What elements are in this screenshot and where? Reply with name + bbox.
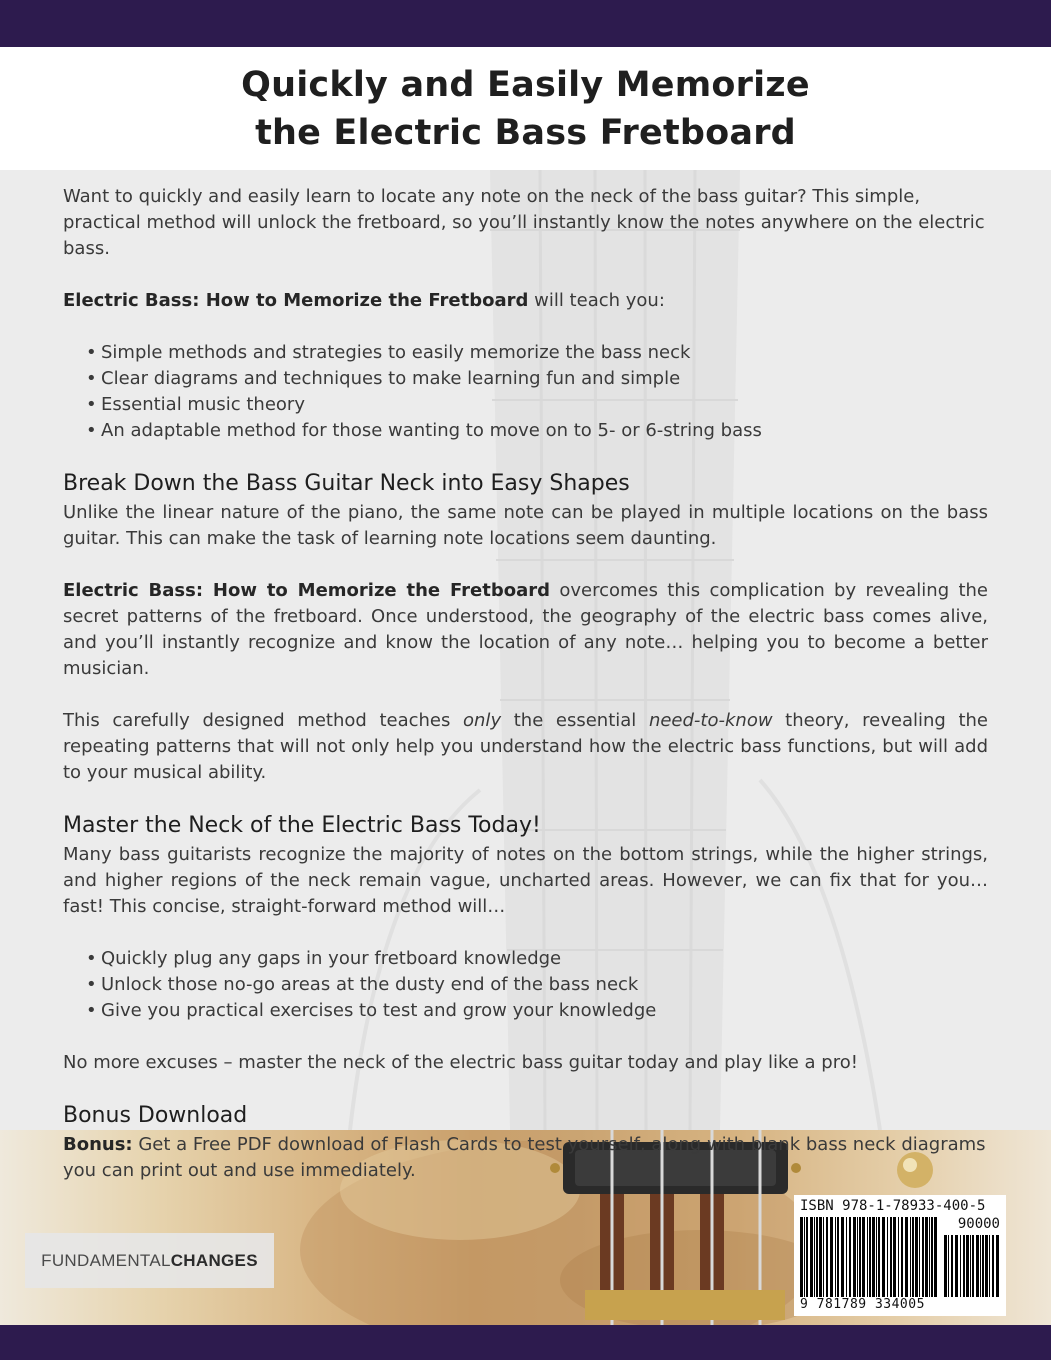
list-item: • Simple methods and strategies to easily memorize the bass neck bbox=[101, 340, 988, 366]
list-item: • Unlock those no-go areas at the dusty end of the bass neck bbox=[101, 972, 988, 998]
outcomes-list bbox=[63, 946, 988, 1024]
bonus-paragraph bbox=[63, 1132, 988, 1184]
paragraph bbox=[63, 708, 988, 786]
title-line-2: the Electric Bass Fretboard bbox=[255, 112, 796, 153]
section-heading: Bonus Download bbox=[63, 1103, 248, 1128]
book-title-inline: Electric Bass: How to Memorize the Fretboard bbox=[63, 580, 550, 601]
price-code: 90000 bbox=[957, 1216, 1000, 1232]
list-item: • Give you practical exercises to test and grow your knowledge bbox=[101, 998, 988, 1024]
main-content bbox=[63, 184, 988, 1184]
para3-text-b: the essential bbox=[501, 710, 649, 731]
benefits-list bbox=[63, 340, 988, 444]
barcode-bars bbox=[800, 1217, 940, 1297]
isbn-text: ISBN 978-1-78933-400-5 bbox=[800, 1198, 986, 1214]
list-item: • Clear diagrams and techniques to make learning fun and simple bbox=[101, 366, 988, 392]
para3-emphasis-only: only bbox=[463, 710, 502, 731]
paragraph: Unlike the linear nature of the piano, the same note can be played in multiple locations on the bass guitar. This can make the task of learning note locations seem daunting. bbox=[63, 502, 988, 549]
isbn-barcode bbox=[794, 1195, 1006, 1316]
list-item: • An adaptable method for those wanting to move on to 5- or 6-string bass bbox=[101, 418, 988, 444]
section-heading: Break Down the Bass Guitar Neck into Easy Shapes bbox=[63, 471, 630, 496]
bottom-purple-band bbox=[0, 1325, 1051, 1360]
barcode-digits: 9 781789 334005 bbox=[800, 1297, 925, 1312]
title-line-1: Quickly and Easily Memorize bbox=[241, 64, 810, 105]
paragraph: No more excuses – master the neck of the electric bass guitar today and play like a pro! bbox=[63, 1052, 858, 1073]
bonus-label: Bonus: bbox=[63, 1134, 133, 1155]
logo-text-part2: CHANGES bbox=[170, 1250, 258, 1270]
teach-line bbox=[63, 288, 988, 314]
teach-rest: will teach you: bbox=[528, 290, 665, 311]
price-barcode-bars bbox=[944, 1235, 1000, 1297]
list-item: • Quickly plug any gaps in your fretboard knowledge bbox=[101, 946, 988, 972]
para3-text-c: theory, revealing the repeating patterns that will not only help you understand how the electric bass functions, but will add to your musical ability. bbox=[63, 710, 988, 783]
bonus-text: Get a Free PDF download of Flash Cards to test yourself, along with blank bass neck diagrams you can print out and use immediately. bbox=[63, 1134, 986, 1181]
paragraph: Many bass guitarists recognize the majority of notes on the bottom strings, while the higher strings, and higher regions of the neck remain vague, uncharted areas. However, we can fix that for you… fast! This concise, straight-forward method will… bbox=[63, 844, 988, 917]
para3-text-a: This carefully designed method teaches bbox=[63, 710, 464, 731]
paragraph bbox=[63, 578, 988, 682]
book-title-inline: Electric Bass: How to Memorize the Fretboard bbox=[63, 290, 529, 311]
para2-rest: overcomes this complication by revealing the secret patterns of the fretboard. Once understood, the geography of the electric bass comes alive, and you’ll instantly recognize and know the location of any note… helping you to become a better musician. bbox=[63, 580, 988, 679]
logo-text-part1: FUNDAMENTAL bbox=[41, 1250, 171, 1270]
section-heading: Master the Neck of the Electric Bass Today! bbox=[63, 813, 541, 838]
intro-paragraph: Want to quickly and easily learn to locate any note on the neck of the bass guitar? This simple, practical method will unlock the fretboard, so you’ll instantly know the notes anywhere on the electric bass. bbox=[63, 186, 985, 259]
para3-emphasis-need-to-know: need-to-know bbox=[648, 710, 773, 731]
top-purple-band bbox=[0, 0, 1051, 47]
list-item: • Essential music theory bbox=[101, 392, 988, 418]
title-box bbox=[0, 47, 1051, 170]
publisher-logo bbox=[25, 1233, 274, 1288]
